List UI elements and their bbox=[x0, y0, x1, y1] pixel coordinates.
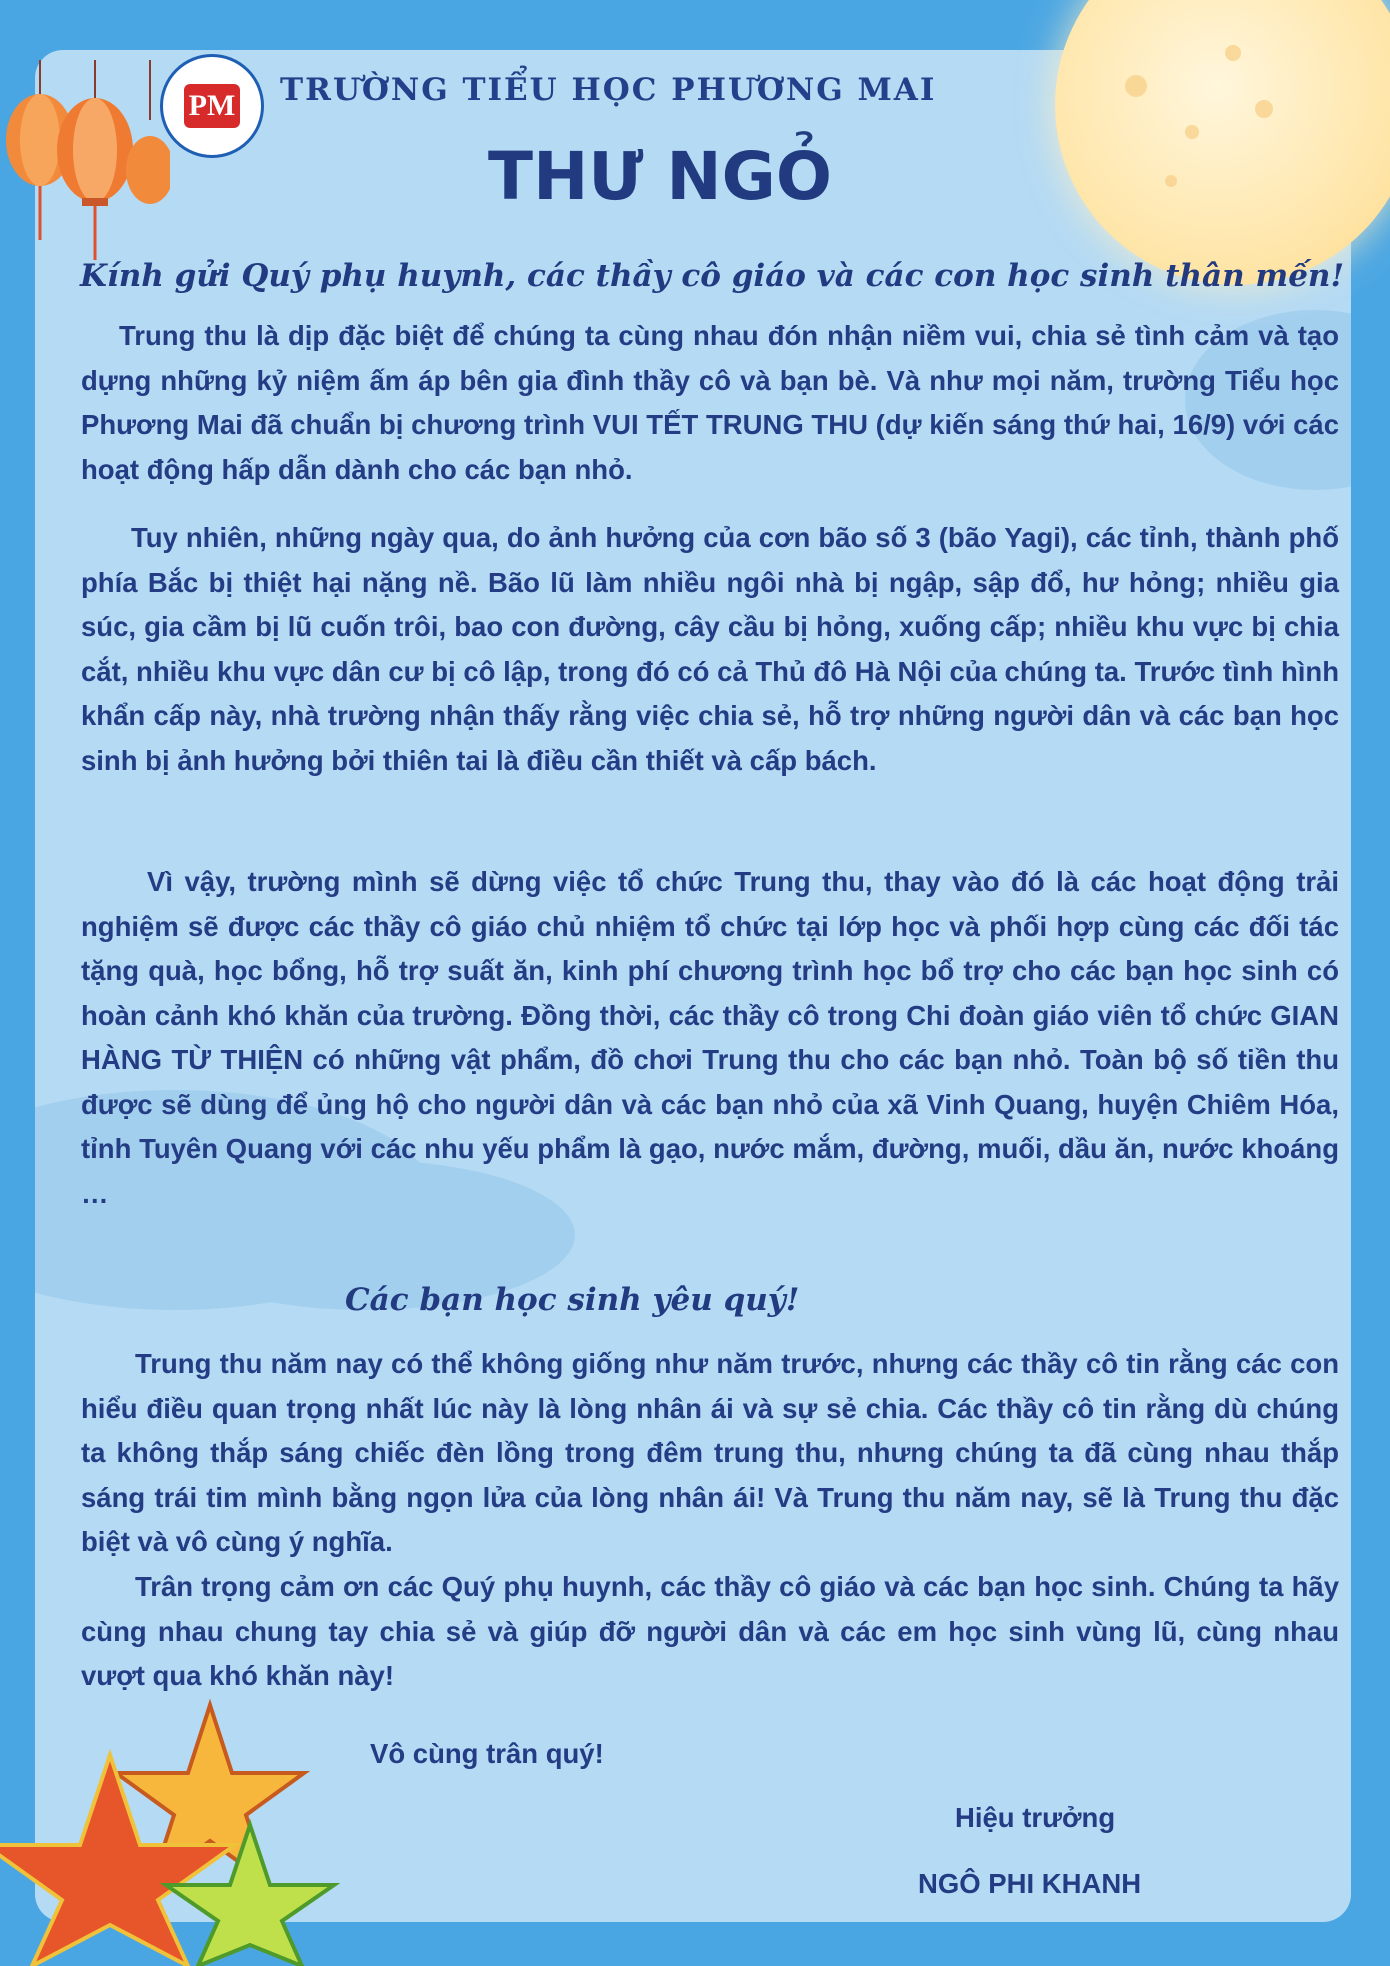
paragraph-message: Trung thu năm nay có thể không giống như năm trước, nhưng các thầy cô tin rằng các con hiểu điều quan trọng nhất lúc này là lòng nhân ái và sự sẻ chia. Các thầy cô tin rằng dù chúng ta không thắp sáng chiếc đèn lồng trong đêm trung thu, nhưng chúng ta đã cùng nhau thắp sáng trái tim mình bằng ngọn lửa của lòng nhân ái! Và Trung thu năm nay, sẽ là Trung thu đặc biệt và vô cùng ý nghĩa. bbox=[81, 1348, 1339, 1557]
paragraph-thanks: Trân trọng cảm ơn các Quý phụ huynh, các thầy cô giáo và các bạn học sinh. Chúng ta hãy cùng nhau chung tay chia sẻ và giúp đỡ người dân và các em học sinh vùng lũ, cùng nhau vượt qua khó khăn này! bbox=[81, 1571, 1339, 1691]
greeting: Kính gửi Quý phụ huynh, các thầy cô giáo và các con học sinh thân mến! bbox=[80, 258, 1345, 294]
farewell: Vô cùng trân quý! bbox=[370, 1738, 604, 1769]
signer-role: Hiệu trưởng bbox=[955, 1802, 1116, 1833]
paragraph-charity: Vì vậy, trường mình sẽ dừng việc tổ chức Trung thu, thay vào đó là các hoạt động trải nghiệm sẽ được các thầy cô giáo chủ nhiệm tổ chức tại lớp học và phối hợp cùng các đối tác tặng quà, học bổng, hỗ trợ suất ăn, kinh phí chương trình học bổ trợ cho các bạn học sinh có hoàn cảnh khó khăn của trường. Đồng thời, các thầy cô trong Chi đoàn giáo viên tổ chức GIAN HÀNG TỪ THIỆN có những vật phẩm, đồ chơi Trung thu cho các bạn nhỏ. Toàn bộ số tiền thu được sẽ dùng để ủng hộ cho người dân và các bạn nhỏ của xã Vinh Quang, huyện Chiêm Hóa, tỉnh Tuyên Quang với các nhu yếu phẩm là gạo, nước mắm, đường, muối, dầu ăn, nước khoáng … bbox=[81, 866, 1339, 1209]
paragraph-intro: Trung thu là dịp đặc biệt để chúng ta cùng nhau đón nhận niềm vui, chia sẻ tình cảm và tạo dựng những kỷ niệm ấm áp bên gia đình thầy cô và bạn bè. Và như mọi năm, trường Tiểu học Phương Mai đã chuẩn bị chương trình VUI TẾT TRUNG THU (dự kiến sáng thứ hai, 16/9) với các hoạt động hấp dẫn dành cho các bạn nhỏ. bbox=[81, 320, 1339, 485]
paragraph-storm: Tuy nhiên, những ngày qua, do ảnh hưởng của cơn bão số 3 (bão Yagi), các tỉnh, thành phố phía Bắc bị thiệt hại nặng nề. Bão lũ làm nhiều ngôi nhà bị ngập, sập đổ, hư hỏng; nhiều gia súc, gia cầm bị lũ cuốn trôi, bao con đường, cây cầu bị hỏng, xuống cấp; nhiều khu vực bị chia cắt, nhiều khu vực dân cư bị cô lập, trong đó có cả Thủ đô Hà Nội của chúng ta. Trước tình hình khẩn cấp này, nhà trường nhận thấy rằng việc chia sẻ, hỗ trợ những người dân và các bạn học sinh bị ảnh hưởng bởi thiên tai là điều cần thiết và cấp bách. bbox=[81, 522, 1339, 776]
subheading: Các bạn học sinh yêu quý! bbox=[345, 1282, 800, 1318]
signer-name: NGÔ PHI KHANH bbox=[918, 1868, 1142, 1899]
page-title: THƯ NGỎ bbox=[488, 138, 832, 215]
school-name: TRƯỜNG TIỂU HỌC PHƯƠNG MAI bbox=[280, 72, 937, 108]
logo-mark: PM bbox=[184, 84, 240, 128]
letter-content bbox=[35, 50, 1351, 1922]
